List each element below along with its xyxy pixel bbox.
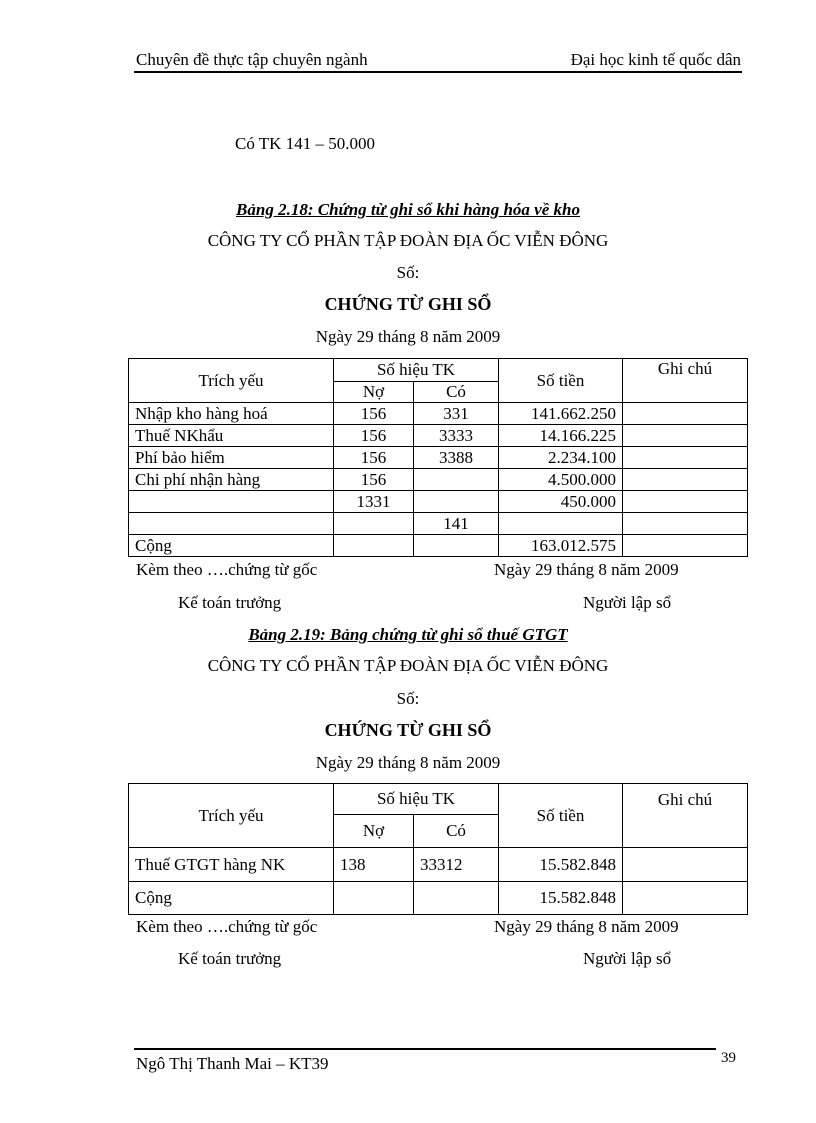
cell-co <box>414 491 499 513</box>
table2-preparer: Người lập sổ <box>583 949 672 968</box>
cell-no: 1331 <box>334 491 414 513</box>
table1-date: Ngày 29 tháng 8 năm 2009 <box>315 327 501 346</box>
cell-amount: 141.662.250 <box>499 403 623 425</box>
header-trich-yeu: Trích yếu <box>129 359 334 403</box>
header-left: Chuyên đề thực tập chuyên ngành <box>136 50 368 69</box>
header-no: Nợ <box>334 382 414 403</box>
cell-co: 33312 <box>414 848 499 882</box>
table1-preparer: Người lập sổ <box>583 593 672 612</box>
header-so-tien: Số tiền <box>499 784 623 848</box>
cell-desc: Nhập kho hàng hoá <box>129 403 334 425</box>
header-right: Đại học kinh tế quốc dân <box>570 50 741 69</box>
cell-co <box>414 882 499 915</box>
intro-line: Có TK 141 – 50.000 <box>235 134 375 153</box>
table2-company: CÔNG TY CỔ PHẦN TẬP ĐOÀN ĐỊA ỐC VIỄN ĐÔNG <box>207 656 609 675</box>
cell-desc <box>129 513 334 535</box>
table-row <box>129 425 748 447</box>
cell-desc: Chi phí nhận hàng <box>129 469 334 491</box>
table2-sign-date: Ngày 29 tháng 8 năm 2009 <box>494 917 679 936</box>
table-row <box>129 447 748 469</box>
header-so-hieu-tk: Số hiệu TK <box>334 359 499 382</box>
footer-rule <box>134 1048 716 1050</box>
cell-desc: Phí bảo hiểm <box>129 447 334 469</box>
header-co: Có <box>414 815 499 848</box>
cell-amount: 2.234.100 <box>499 447 623 469</box>
header-so-hieu-tk: Số hiệu TK <box>334 784 499 815</box>
cell-no: 156 <box>334 469 414 491</box>
table-row <box>129 513 748 535</box>
cell-amount: 450.000 <box>499 491 623 513</box>
cell-amount: 15.582.848 <box>499 848 623 882</box>
cell-note <box>623 403 748 425</box>
header-rule <box>134 71 742 73</box>
table2-caption: Bảng 2.19: Bảng chứng từ ghi sổ thuế GTGT <box>248 625 568 644</box>
table-row-total <box>129 535 748 557</box>
table-row <box>129 491 748 513</box>
cell-no <box>334 513 414 535</box>
header-no: Nợ <box>334 815 414 848</box>
cell-desc <box>129 491 334 513</box>
cell-amount: 14.166.225 <box>499 425 623 447</box>
cell-note <box>623 513 748 535</box>
cell-no: 138 <box>334 848 414 882</box>
cell-note <box>623 491 748 513</box>
footer-author: Ngô Thị Thanh Mai – KT39 <box>136 1054 329 1073</box>
cell-no <box>334 535 414 557</box>
table-row <box>129 403 748 425</box>
table2-title: CHỨNG TỪ GHI SỔ <box>324 720 492 740</box>
cell-no: 156 <box>334 403 414 425</box>
table2-attach: Kèm theo ….chứng từ gốc <box>136 917 318 936</box>
cell-desc: Thuế GTGT hàng NK <box>129 848 334 882</box>
table2-so-label: Số: <box>396 689 420 708</box>
table1-so-label: Số: <box>396 263 420 282</box>
cell-amount: 15.582.848 <box>499 882 623 915</box>
cell-co <box>414 535 499 557</box>
cell-no: 156 <box>334 447 414 469</box>
cell-desc: Cộng <box>129 882 334 915</box>
cell-co: 141 <box>414 513 499 535</box>
table2-date: Ngày 29 tháng 8 năm 2009 <box>315 753 501 772</box>
table1-sign-date: Ngày 29 tháng 8 năm 2009 <box>494 560 679 579</box>
header-co: Có <box>414 382 499 403</box>
table1-title: CHỨNG TỪ GHI SỔ <box>324 294 492 314</box>
cell-no: 156 <box>334 425 414 447</box>
cell-co: 3388 <box>414 447 499 469</box>
cell-no <box>334 882 414 915</box>
table-row <box>129 469 748 491</box>
header-ghi-chu: Ghi chú <box>623 784 748 848</box>
cell-note <box>623 469 748 491</box>
cell-co: 3333 <box>414 425 499 447</box>
page-number: 39 <box>721 1050 736 1066</box>
cell-co <box>414 469 499 491</box>
table1-attach: Kèm theo ….chứng từ gốc <box>136 560 318 579</box>
cell-amount <box>499 513 623 535</box>
header-trich-yeu: Trích yếu <box>129 784 334 848</box>
table-row-total <box>129 882 748 915</box>
table1-caption: Bảng 2.18: Chứng từ ghi sổ khi hàng hóa về kho <box>236 200 580 219</box>
cell-note <box>623 535 748 557</box>
ledger-table-1 <box>128 358 748 557</box>
cell-note <box>623 882 748 915</box>
table1-accountant: Kế toán trưởng <box>178 593 282 612</box>
header-so-tien: Số tiền <box>499 359 623 403</box>
cell-desc: Thuế NKhẩu <box>129 425 334 447</box>
cell-note <box>623 848 748 882</box>
ledger-table-2 <box>128 783 748 915</box>
cell-amount: 4.500.000 <box>499 469 623 491</box>
cell-amount: 163.012.575 <box>499 535 623 557</box>
table1-company: CÔNG TY CỔ PHẦN TẬP ĐOÀN ĐỊA ỐC VIỄN ĐÔNG <box>207 231 609 250</box>
cell-note <box>623 425 748 447</box>
cell-note <box>623 447 748 469</box>
table-row <box>129 848 748 882</box>
header-ghi-chu: Ghi chú <box>623 359 748 403</box>
cell-co: 331 <box>414 403 499 425</box>
cell-desc: Cộng <box>129 535 334 557</box>
table2-accountant: Kế toán trưởng <box>178 949 282 968</box>
